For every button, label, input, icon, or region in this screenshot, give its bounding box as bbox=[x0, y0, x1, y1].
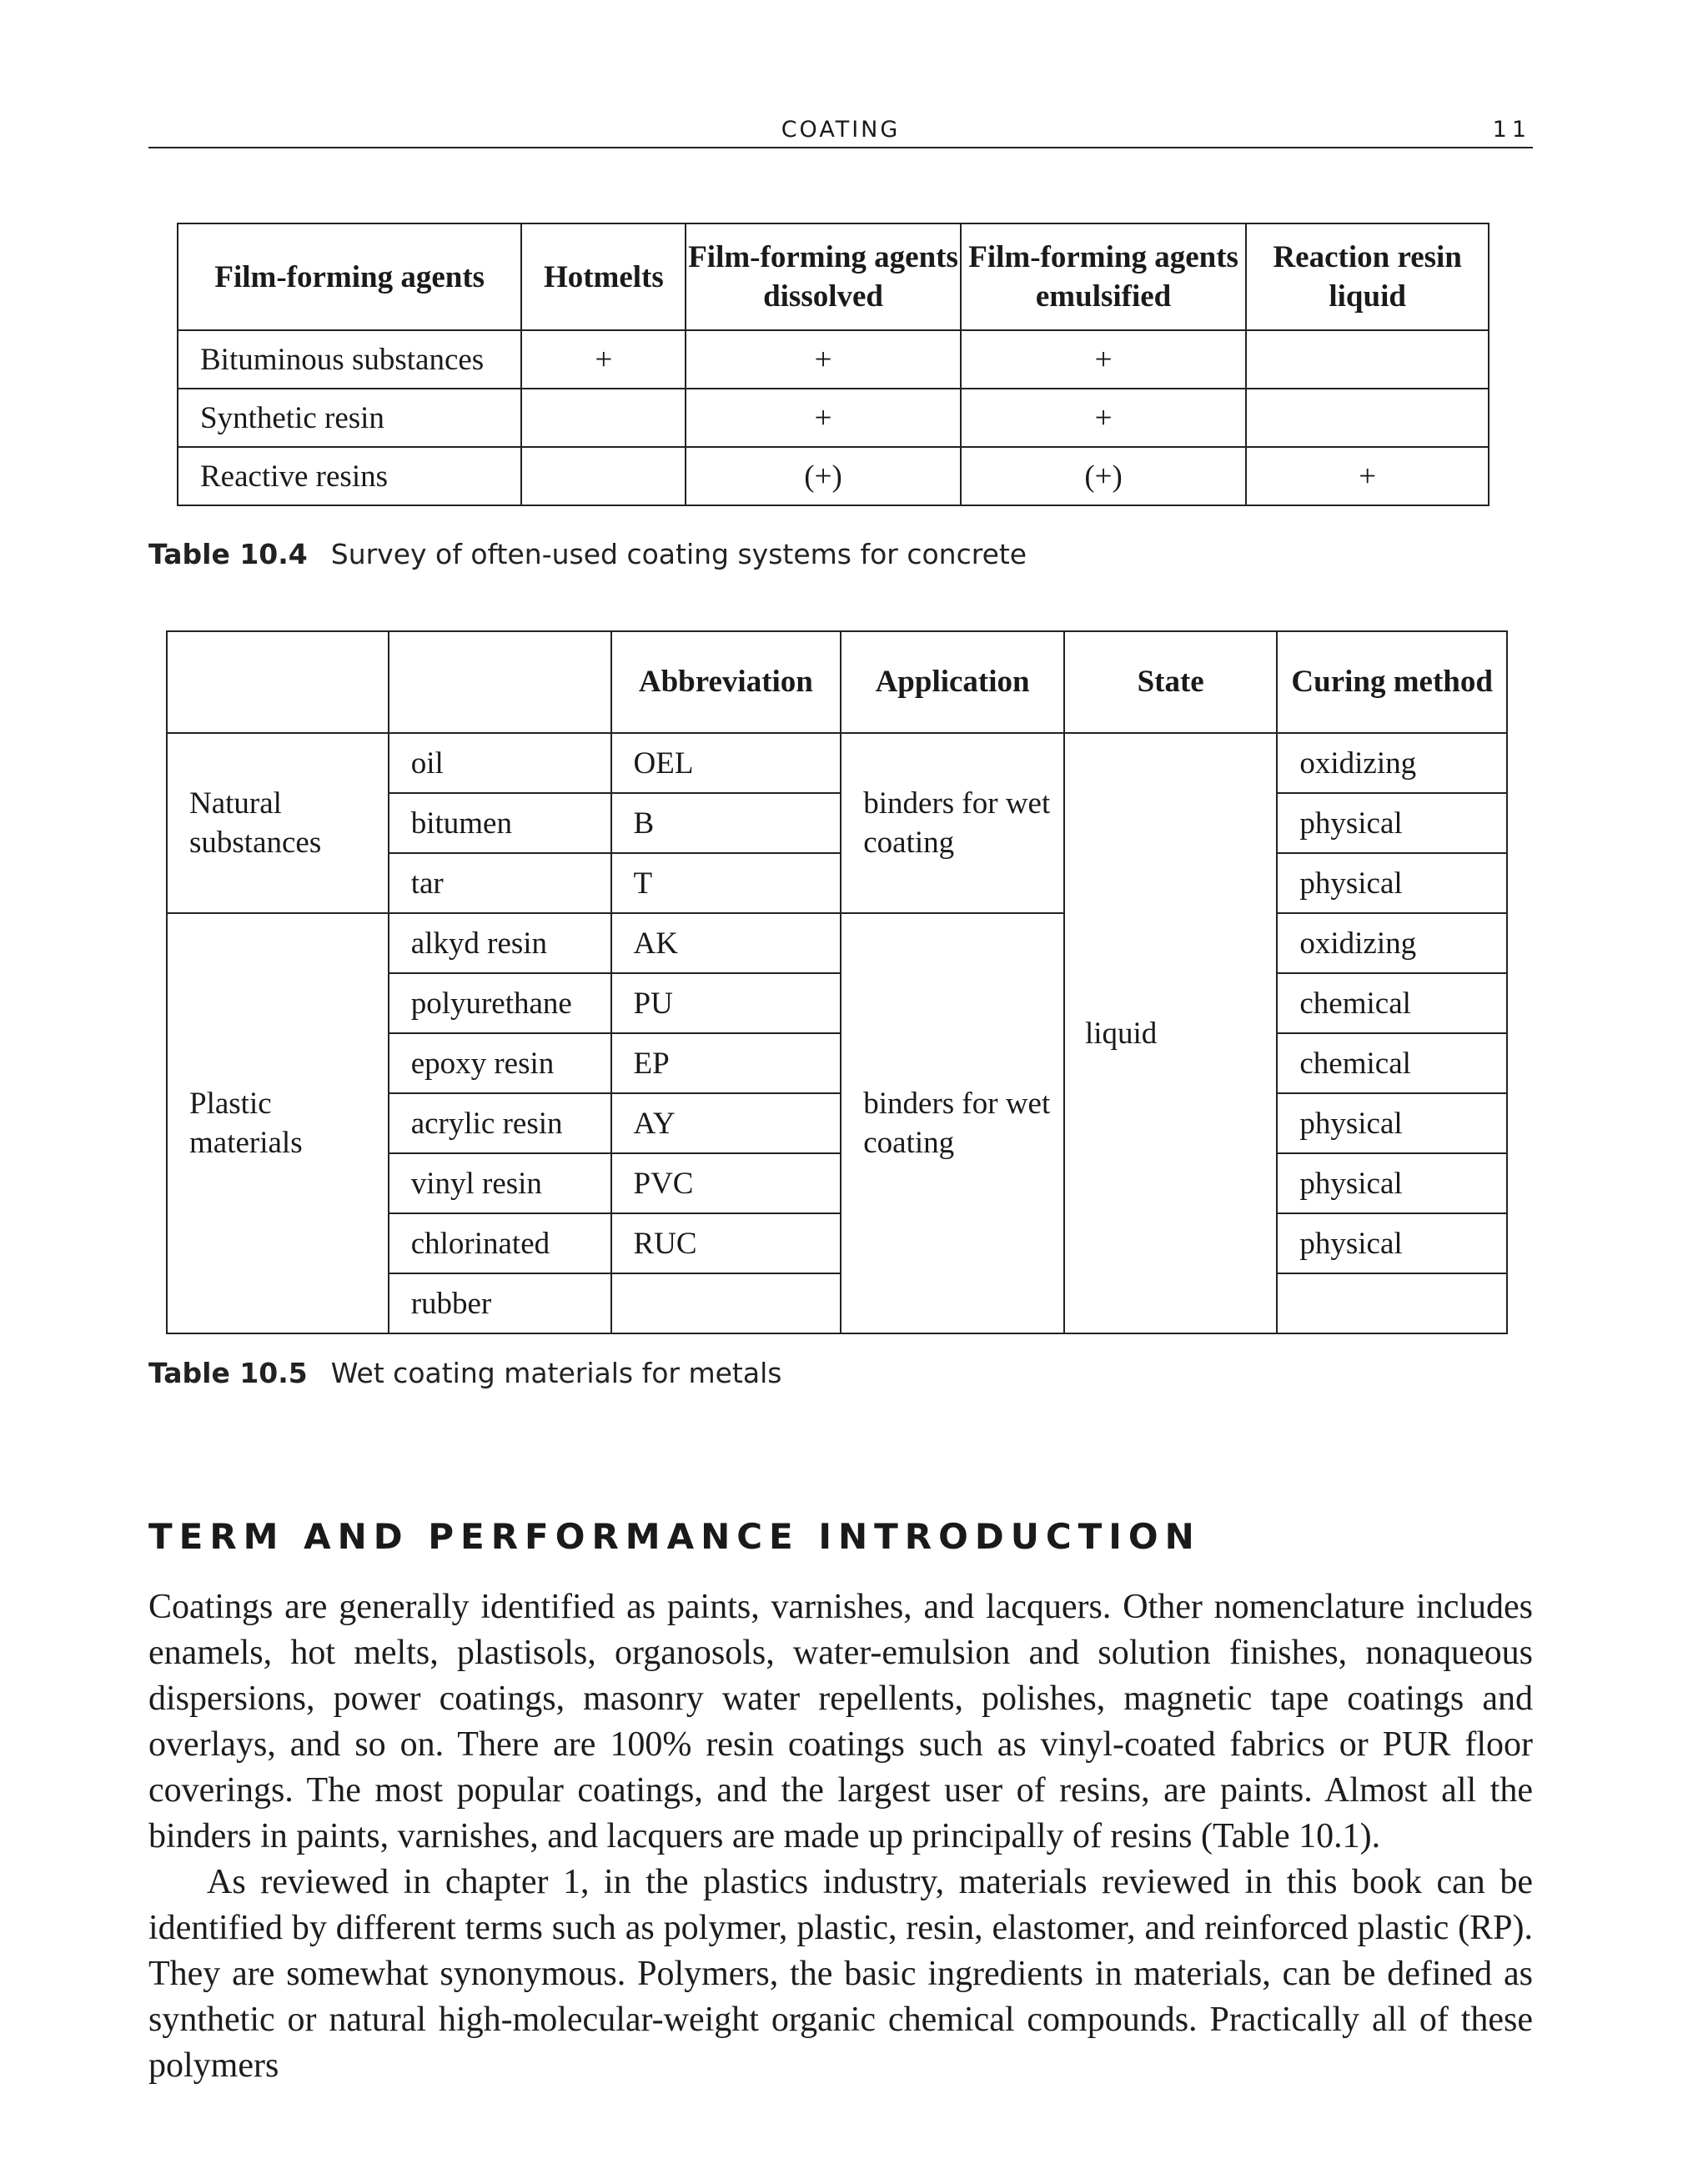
abbreviation-cell: T bbox=[611, 853, 841, 913]
material-cell: rubber bbox=[389, 1273, 611, 1333]
wet-coating-materials-table bbox=[166, 630, 1508, 1334]
table-row bbox=[178, 389, 1489, 447]
row-label: Synthetic resin bbox=[178, 389, 521, 447]
column-header: Film-forming agents bbox=[178, 223, 521, 330]
application-cell: binders for wet coating bbox=[841, 733, 1064, 913]
table-cell bbox=[1246, 389, 1489, 447]
coating-systems-table bbox=[177, 223, 1489, 506]
abbreviation-cell: RUC bbox=[611, 1213, 841, 1273]
table-header-row bbox=[178, 223, 1489, 330]
material-cell: tar bbox=[389, 853, 611, 913]
curing-cell: physical bbox=[1277, 1093, 1507, 1153]
column-header: Application bbox=[841, 631, 1064, 733]
column-header: Reaction resin liquid bbox=[1246, 223, 1489, 330]
material-cell: acrylic resin bbox=[389, 1093, 611, 1153]
column-header: Hotmelts bbox=[521, 223, 686, 330]
table-cell bbox=[1246, 330, 1489, 389]
column-header: State bbox=[1064, 631, 1277, 733]
table-cell: + bbox=[686, 330, 961, 389]
curing-cell: physical bbox=[1277, 1213, 1507, 1273]
column-header: Film-forming agents dissolved bbox=[686, 223, 961, 330]
group-label: Plastic materials bbox=[167, 913, 389, 1333]
table-row bbox=[178, 447, 1489, 505]
table-cell: + bbox=[686, 389, 961, 447]
column-header bbox=[167, 631, 389, 733]
caption-label: Table 10.5 bbox=[148, 1357, 308, 1389]
paragraph: Coatings are generally identified as paints, varnishes, and lacquers. Other nomenclature includes enamels, hot melts, plastisols, organosols, water-emulsion and solution finishes, nonaqueous dispersions, power coatings, masonry water repellents, polishes, magnetic tape coatings and overlays, and so on. There are 100% resin coatings such as vinyl-coated fabrics or PUR floor coverings. The most popular coatings, and the largest user of resins, are paints. Almost all the binders in paints, varnishes, and lacquers are made up principally of resins (Table 10.1). bbox=[148, 1588, 1533, 1855]
table-caption bbox=[148, 1357, 781, 1389]
curing-cell: chemical bbox=[1277, 1033, 1507, 1093]
table-cell: + bbox=[1246, 447, 1489, 505]
curing-cell: physical bbox=[1277, 1153, 1507, 1213]
curing-cell: physical bbox=[1277, 853, 1507, 913]
abbreviation-cell: PU bbox=[611, 973, 841, 1033]
abbreviation-cell: OEL bbox=[611, 733, 841, 793]
material-cell: chlorinated bbox=[389, 1213, 611, 1273]
row-label: Bituminous substances bbox=[178, 330, 521, 389]
table-cell bbox=[521, 389, 686, 447]
table-caption bbox=[148, 538, 1027, 570]
column-header: Film-forming agents emulsified bbox=[961, 223, 1247, 330]
abbreviation-cell: B bbox=[611, 793, 841, 853]
material-cell: epoxy resin bbox=[389, 1033, 611, 1093]
material-cell: oil bbox=[389, 733, 611, 793]
table-cell bbox=[521, 447, 686, 505]
paragraph: As reviewed in chapter 1, in the plastics industry, materials reviewed in this book can be identified by different terms such as polymer, plastic, resin, elastomer, and reinforced plastic (RP). They are somewhat synonymous. Polymers, the basic ingredients in materials, can be defined as synthetic or natural high-molecular-weight organic chemical compounds. Practically all of these polymers bbox=[148, 1863, 1533, 2085]
running-head bbox=[148, 117, 1533, 148]
group-label: Natural substances bbox=[167, 733, 389, 913]
abbreviation-cell: PVC bbox=[611, 1153, 841, 1213]
table-cell: + bbox=[961, 330, 1247, 389]
material-cell: polyurethane bbox=[389, 973, 611, 1033]
caption-text: Wet coating materials for metals bbox=[330, 1357, 782, 1389]
material-cell: bitumen bbox=[389, 793, 611, 853]
page-number: 11 bbox=[1492, 117, 1531, 143]
table-row bbox=[167, 913, 1507, 973]
material-cell: vinyl resin bbox=[389, 1153, 611, 1213]
material-cell: alkyd resin bbox=[389, 913, 611, 973]
table-cell: (+) bbox=[686, 447, 961, 505]
table-cell: + bbox=[521, 330, 686, 389]
table-header-row bbox=[167, 631, 1507, 733]
application-cell: binders for wet coating bbox=[841, 913, 1064, 1333]
curing-cell: chemical bbox=[1277, 973, 1507, 1033]
curing-cell bbox=[1277, 1273, 1507, 1333]
curing-cell: oxidizing bbox=[1277, 913, 1507, 973]
row-label: Reactive resins bbox=[178, 447, 521, 505]
state-cell: liquid bbox=[1064, 733, 1277, 1333]
table-row bbox=[167, 733, 1507, 793]
abbreviation-cell bbox=[611, 1273, 841, 1333]
caption-text: Survey of often-used coating systems for concrete bbox=[330, 538, 1027, 570]
section-heading: TERM AND PERFORMANCE INTRODUCTION bbox=[148, 1516, 1201, 1557]
table-cell: + bbox=[961, 389, 1247, 447]
table-row bbox=[178, 330, 1489, 389]
running-title: COATING bbox=[781, 117, 901, 143]
column-header bbox=[389, 631, 611, 733]
body-text bbox=[148, 1584, 1533, 2089]
column-header: Curing method bbox=[1277, 631, 1507, 733]
abbreviation-cell: AY bbox=[611, 1093, 841, 1153]
curing-cell: physical bbox=[1277, 793, 1507, 853]
curing-cell: oxidizing bbox=[1277, 733, 1507, 793]
column-header: Abbreviation bbox=[611, 631, 841, 733]
abbreviation-cell: EP bbox=[611, 1033, 841, 1093]
table-cell: (+) bbox=[961, 447, 1247, 505]
abbreviation-cell: AK bbox=[611, 913, 841, 973]
caption-label: Table 10.4 bbox=[148, 538, 308, 570]
